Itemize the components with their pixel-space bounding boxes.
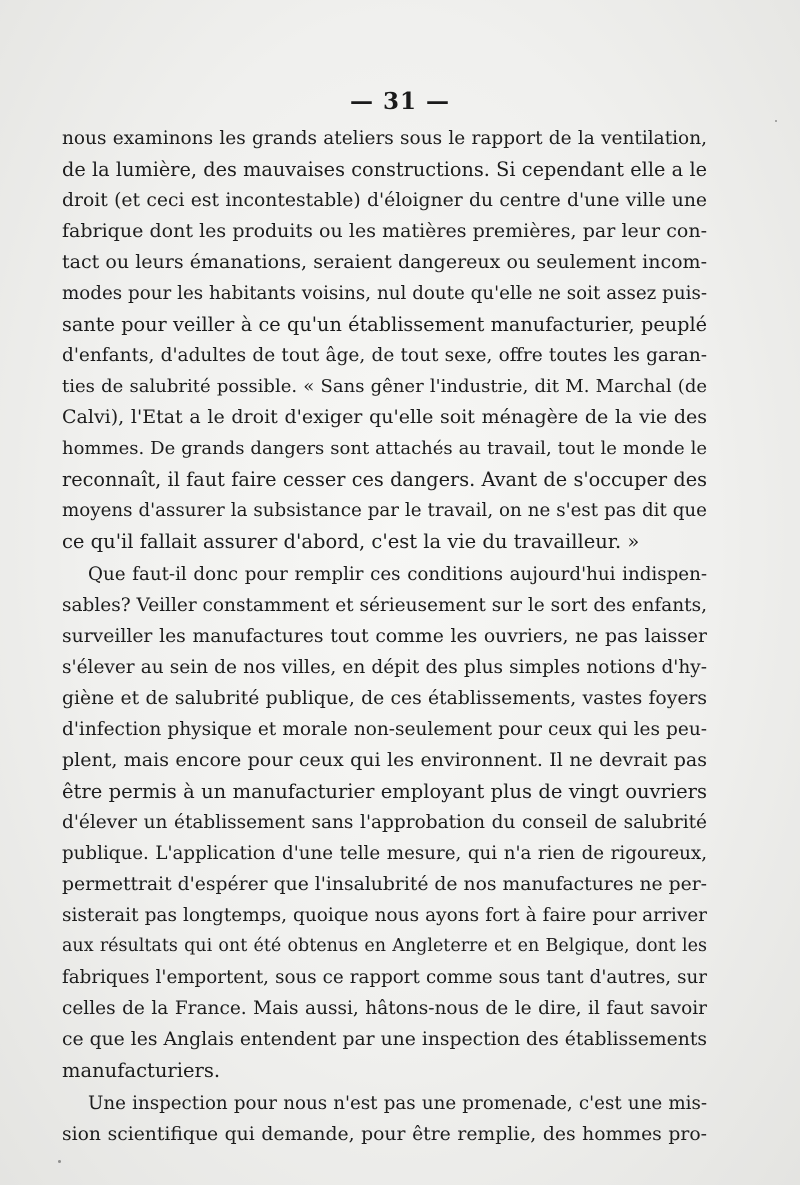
text-line: d'enfants, d'adultes de tout âge, de tout sexe, offre toutes les garan- — [62, 345, 707, 366]
paragraph-3 — [62, 1088, 707, 1150]
text-line: ties de salubrité possible. « Sans gêner l'industrie, dit M. Marchal (de — [62, 376, 707, 397]
text-line: reconnaît, il faut faire cesser ces dangers. Avant de s'occuper des — [62, 468, 707, 491]
paragraph-1 — [62, 123, 707, 557]
text-line: sables? Veiller constamment et sérieusement sur le sort des enfants, — [62, 595, 707, 616]
text-line: celles de la France. Mais aussi, hâtons-nous de le dire, il faut savoir — [62, 998, 707, 1019]
text-line: sante pour veiller à ce qu'un établissement manufacturier, peuplé — [62, 313, 707, 336]
text-line: Calvi), l'Etat a le droit d'exiger qu'elle soit ménagère de la vie des — [62, 406, 707, 428]
text-line: tact ou leurs émanations, seraient dangereux ou seulement incom- — [62, 251, 707, 273]
text-line: publique. L'application d'une telle mesure, qui n'a rien de rigoureux, — [62, 843, 707, 864]
text-line: droit (et ceci est incontestable) d'éloigner du centre d'une ville une — [62, 190, 707, 211]
text-line: hommes. De grands dangers sont attachés au travail, tout le monde le — [62, 438, 707, 459]
text-line: s'élever au sein de nos villes, en dépit des plus simples notions d'hy- — [62, 657, 707, 678]
text-line: ce que les Anglais entendent par une inspection des établissements — [62, 1029, 707, 1050]
text-line: giène et de salubrité publique, de ces établissements, vastes foyers — [62, 688, 707, 709]
page-number: — 31 — — [349, 88, 451, 115]
text-line: Que faut-il donc pour remplir ces conditions aujourd'hui indispen- — [88, 564, 707, 585]
text-line: de la lumière, des mauvaises constructions. Si cependant elle a le — [62, 158, 707, 181]
text-line: plent, mais encore pour ceux qui les environnent. Il ne devrait pas — [62, 749, 707, 771]
text-line: ce qu'il fallait assurer d'abord, c'est la vie du travailleur. » — [62, 530, 640, 553]
text-line: moyens d'assurer la subsistance par le travail, on ne s'est pas dit que — [62, 500, 707, 521]
page-text — [62, 123, 707, 1150]
text-line: permettrait d'espérer que l'insalubrité de nos manufactures ne per- — [62, 874, 707, 895]
text-line: manufacturiers. — [62, 1059, 221, 1082]
text-line: fabrique dont les produits ou les matières premières, par leur con- — [62, 220, 707, 242]
text-line: modes pour les habitants voisins, nul doute qu'elle ne soit assez puis- — [62, 283, 707, 304]
ink-speck — [775, 120, 777, 122]
text-line: aux résultats qui ont été obtenus en Angleterre et en Belgique, dont les — [62, 936, 707, 956]
paragraph-2 — [62, 559, 707, 1086]
text-line: surveiller les manufactures tout comme les ouvriers, ne pas laisser — [62, 626, 707, 647]
text-line: d'élever un établissement sans l'approbation du conseil de salubrité — [62, 812, 707, 833]
text-line: sisterait pas longtemps, quoique nous ayons fort à faire pour arriver — [62, 905, 707, 926]
text-line: Une inspection pour nous n'est pas une promenade, c'est une mis- — [88, 1093, 707, 1114]
ink-speck — [58, 1160, 61, 1163]
text-line: fabriques l'emportent, sous ce rapport comme sous tant d'autres, sur — [62, 967, 707, 988]
text-line: être permis à un manufacturier employant plus de vingt ouvriers — [62, 780, 707, 803]
text-line: d'infection physique et morale non-seulement pour ceux qui les peu- — [62, 719, 707, 740]
text-line: sion scientifique qui demande, pour être remplie, des hommes pro- — [62, 1124, 707, 1145]
text-line: nous examinons les grands ateliers sous le rapport de la ventilation, — [62, 128, 707, 149]
